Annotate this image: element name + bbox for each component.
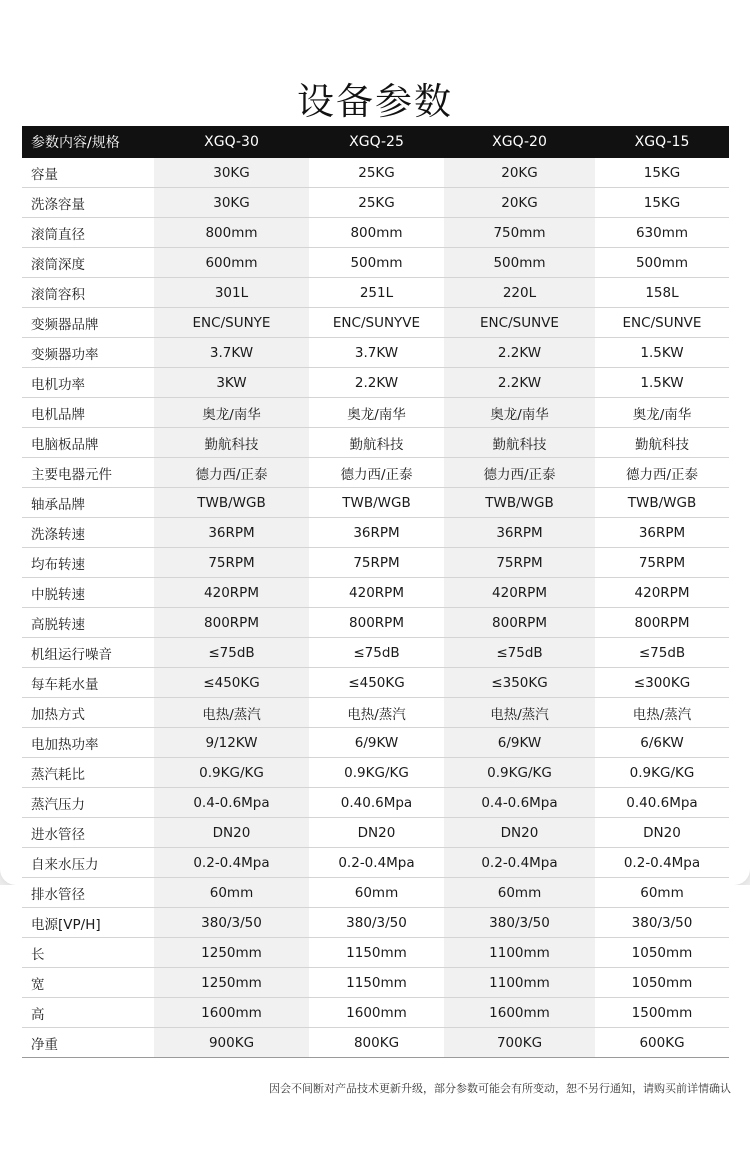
cell-xgq15: 6/6KW (595, 728, 729, 758)
table-row (22, 848, 729, 878)
cell-xgq15: 1.5KW (595, 368, 729, 398)
table-row (22, 608, 729, 638)
cell-xgq20: 2.2KW (444, 338, 595, 368)
cell-xgq20: 奥龙/南华 (444, 398, 595, 428)
cell-xgq20: ENC/SUNVE (444, 308, 595, 338)
cell-xgq25: 1150mm (309, 938, 444, 968)
cell-xgq25: 2.2KW (309, 368, 444, 398)
cell-xgq20: 500mm (444, 248, 595, 278)
cell-xgq25: ENC/SUNYVE (309, 308, 444, 338)
cell-xgq25: 420RPM (309, 578, 444, 608)
cell-xgq20: TWB/WGB (444, 488, 595, 518)
table-row (22, 938, 729, 968)
cell-xgq15: 800RPM (595, 608, 729, 638)
cell-xgq30: 30KG (154, 188, 309, 218)
cell-xgq30: 900KG (154, 1028, 309, 1058)
cell-xgq30: 德力西/正泰 (154, 458, 309, 488)
table-row (22, 698, 729, 728)
row-label: 滚筒直径 (22, 218, 154, 248)
cell-xgq30: 301L (154, 278, 309, 308)
table-row (22, 998, 729, 1028)
cell-xgq30: 0.9KG/KG (154, 758, 309, 788)
row-label: 进水管径 (22, 818, 154, 848)
cell-xgq20: DN20 (444, 818, 595, 848)
cell-xgq30: 电热/蒸汽 (154, 698, 309, 728)
header-model-xgq25: XGQ-25 (309, 126, 444, 158)
row-label: 中脱转速 (22, 578, 154, 608)
row-label: 排水管径 (22, 878, 154, 908)
row-label: 电源[VP/H] (22, 908, 154, 938)
cell-xgq20: 1100mm (444, 968, 595, 998)
cell-xgq15: 380/3/50 (595, 908, 729, 938)
cell-xgq25: 奥龙/南华 (309, 398, 444, 428)
table-row (22, 818, 729, 848)
table-row (22, 278, 729, 308)
cell-xgq25: 6/9KW (309, 728, 444, 758)
cell-xgq30: 1600mm (154, 998, 309, 1028)
cell-xgq25: 0.40.6Mpa (309, 788, 444, 818)
row-label: 均布转速 (22, 548, 154, 578)
cell-xgq20: 75RPM (444, 548, 595, 578)
cell-xgq15: 75RPM (595, 548, 729, 578)
row-label: 滚筒容积 (22, 278, 154, 308)
cell-xgq20: 700KG (444, 1028, 595, 1058)
cell-xgq20: 750mm (444, 218, 595, 248)
cell-xgq25: 800RPM (309, 608, 444, 638)
cell-xgq15: 1050mm (595, 968, 729, 998)
cell-xgq30: 0.4-0.6Mpa (154, 788, 309, 818)
cell-xgq30: 75RPM (154, 548, 309, 578)
table-row (22, 368, 729, 398)
cell-xgq15: 500mm (595, 248, 729, 278)
row-label: 蒸汽压力 (22, 788, 154, 818)
row-label: 滚筒深度 (22, 248, 154, 278)
row-label: 高脱转速 (22, 608, 154, 638)
row-label: 电机功率 (22, 368, 154, 398)
cell-xgq20: 0.9KG/KG (444, 758, 595, 788)
cell-xgq15: 德力西/正泰 (595, 458, 729, 488)
cell-xgq20: 60mm (444, 878, 595, 908)
cell-xgq25: TWB/WGB (309, 488, 444, 518)
cell-xgq30: 600mm (154, 248, 309, 278)
cell-xgq15: ≤300KG (595, 668, 729, 698)
cell-xgq30: 380/3/50 (154, 908, 309, 938)
table-row (22, 488, 729, 518)
table-row (22, 668, 729, 698)
row-label: 变频器功率 (22, 338, 154, 368)
table-row (22, 188, 729, 218)
header-model-xgq15: XGQ-15 (595, 126, 729, 158)
header-param: 参数内容/规格 (22, 126, 154, 158)
cell-xgq15: 36RPM (595, 518, 729, 548)
cell-xgq30: ≤75dB (154, 638, 309, 668)
cell-xgq30: 30KG (154, 158, 309, 188)
cell-xgq25: ≤75dB (309, 638, 444, 668)
cell-xgq15: TWB/WGB (595, 488, 729, 518)
table-row (22, 878, 729, 908)
cell-xgq25: ≤450KG (309, 668, 444, 698)
table-row (22, 218, 729, 248)
row-label: 每车耗水量 (22, 668, 154, 698)
cell-xgq15: ≤75dB (595, 638, 729, 668)
row-label: 洗涤转速 (22, 518, 154, 548)
cell-xgq20: 6/9KW (444, 728, 595, 758)
cell-xgq25: DN20 (309, 818, 444, 848)
cell-xgq25: 60mm (309, 878, 444, 908)
cell-xgq30: 3.7KW (154, 338, 309, 368)
cell-xgq20: ≤75dB (444, 638, 595, 668)
cell-xgq15: DN20 (595, 818, 729, 848)
cell-xgq20: 1100mm (444, 938, 595, 968)
cell-xgq15: 158L (595, 278, 729, 308)
cell-xgq15: 15KG (595, 158, 729, 188)
header-model-xgq20: XGQ-20 (444, 126, 595, 158)
spec-table (22, 126, 729, 1058)
cell-xgq30: DN20 (154, 818, 309, 848)
cell-xgq25: 25KG (309, 188, 444, 218)
cell-xgq15: 15KG (595, 188, 729, 218)
cell-xgq20: 1600mm (444, 998, 595, 1028)
cell-xgq25: 0.9KG/KG (309, 758, 444, 788)
cell-xgq20: 2.2KW (444, 368, 595, 398)
cell-xgq20: 0.4-0.6Mpa (444, 788, 595, 818)
cell-xgq30: 36RPM (154, 518, 309, 548)
cell-xgq30: TWB/WGB (154, 488, 309, 518)
cell-xgq25: 800mm (309, 218, 444, 248)
cell-xgq15: 420RPM (595, 578, 729, 608)
cell-xgq20: 420RPM (444, 578, 595, 608)
cell-xgq20: 220L (444, 278, 595, 308)
table-row (22, 548, 729, 578)
table-row (22, 398, 729, 428)
cell-xgq15: 600KG (595, 1028, 729, 1058)
cell-xgq25: 36RPM (309, 518, 444, 548)
table-row (22, 968, 729, 998)
table-row (22, 638, 729, 668)
cell-xgq20: 德力西/正泰 (444, 458, 595, 488)
table-row (22, 728, 729, 758)
cell-xgq30: 800mm (154, 218, 309, 248)
row-label: 主要电器元件 (22, 458, 154, 488)
cell-xgq25: 380/3/50 (309, 908, 444, 938)
cell-xgq30: 奥龙/南华 (154, 398, 309, 428)
table-row (22, 578, 729, 608)
cell-xgq15: 1.5KW (595, 338, 729, 368)
row-label: 洗涤容量 (22, 188, 154, 218)
cell-xgq15: 0.40.6Mpa (595, 788, 729, 818)
cell-xgq15: ENC/SUNVE (595, 308, 729, 338)
row-label: 电加热功率 (22, 728, 154, 758)
cell-xgq15: 0.9KG/KG (595, 758, 729, 788)
table-row (22, 458, 729, 488)
row-label: 自来水压力 (22, 848, 154, 878)
cell-xgq25: 251L (309, 278, 444, 308)
table-row (22, 908, 729, 938)
row-label: 长 (22, 938, 154, 968)
cell-xgq30: 勤航科技 (154, 428, 309, 458)
cell-xgq25: 1600mm (309, 998, 444, 1028)
cell-xgq20: 勤航科技 (444, 428, 595, 458)
cell-xgq25: 3.7KW (309, 338, 444, 368)
cell-xgq20: 20KG (444, 158, 595, 188)
row-label: 机组运行噪音 (22, 638, 154, 668)
cell-xgq20: 电热/蒸汽 (444, 698, 595, 728)
cell-xgq20: 20KG (444, 188, 595, 218)
cell-xgq15: 1500mm (595, 998, 729, 1028)
cell-xgq20: 380/3/50 (444, 908, 595, 938)
cell-xgq15: 0.2-0.4Mpa (595, 848, 729, 878)
row-label: 宽 (22, 968, 154, 998)
cell-xgq20: 800RPM (444, 608, 595, 638)
cell-xgq25: 德力西/正泰 (309, 458, 444, 488)
row-label: 净重 (22, 1028, 154, 1058)
row-label: 轴承品牌 (22, 488, 154, 518)
cell-xgq25: 25KG (309, 158, 444, 188)
cell-xgq30: 60mm (154, 878, 309, 908)
cell-xgq25: 1150mm (309, 968, 444, 998)
table-row (22, 308, 729, 338)
cell-xgq20: 0.2-0.4Mpa (444, 848, 595, 878)
row-label: 电脑板品牌 (22, 428, 154, 458)
footnote: 因会不间断对产品技术更新升级，部分参数可能会有所变动，恕不另行通知，请购买前详情确认 (269, 1082, 731, 1095)
row-label: 蒸汽耗比 (22, 758, 154, 788)
cell-xgq25: 75RPM (309, 548, 444, 578)
table-row (22, 1028, 729, 1058)
row-label: 容量 (22, 158, 154, 188)
row-label: 高 (22, 998, 154, 1028)
cell-xgq25: 800KG (309, 1028, 444, 1058)
cell-xgq15: 60mm (595, 878, 729, 908)
cell-xgq15: 勤航科技 (595, 428, 729, 458)
table-row (22, 788, 729, 818)
row-label: 变频器品牌 (22, 308, 154, 338)
cell-xgq30: 1250mm (154, 938, 309, 968)
table-header-row (22, 126, 729, 158)
cell-xgq15: 630mm (595, 218, 729, 248)
row-label: 加热方式 (22, 698, 154, 728)
cell-xgq30: ENC/SUNYE (154, 308, 309, 338)
cell-xgq30: 9/12KW (154, 728, 309, 758)
cell-xgq30: 3KW (154, 368, 309, 398)
table-row (22, 758, 729, 788)
cell-xgq30: ≤450KG (154, 668, 309, 698)
cell-xgq30: 420RPM (154, 578, 309, 608)
header-model-xgq30: XGQ-30 (154, 126, 309, 158)
cell-xgq15: 奥龙/南华 (595, 398, 729, 428)
page-title: 设备参数 (297, 79, 453, 123)
table-row (22, 518, 729, 548)
cell-xgq25: 500mm (309, 248, 444, 278)
table-row (22, 428, 729, 458)
cell-xgq30: 800RPM (154, 608, 309, 638)
cell-xgq25: 电热/蒸汽 (309, 698, 444, 728)
cell-xgq20: 36RPM (444, 518, 595, 548)
table-row (22, 338, 729, 368)
cell-xgq30: 0.2-0.4Mpa (154, 848, 309, 878)
row-label: 电机品牌 (22, 398, 154, 428)
cell-xgq15: 电热/蒸汽 (595, 698, 729, 728)
cell-xgq25: 勤航科技 (309, 428, 444, 458)
cell-xgq15: 1050mm (595, 938, 729, 968)
cell-xgq20: ≤350KG (444, 668, 595, 698)
table-row (22, 248, 729, 278)
cell-xgq25: 0.2-0.4Mpa (309, 848, 444, 878)
cell-xgq30: 1250mm (154, 968, 309, 998)
table-row (22, 158, 729, 188)
table-body (22, 158, 729, 1058)
